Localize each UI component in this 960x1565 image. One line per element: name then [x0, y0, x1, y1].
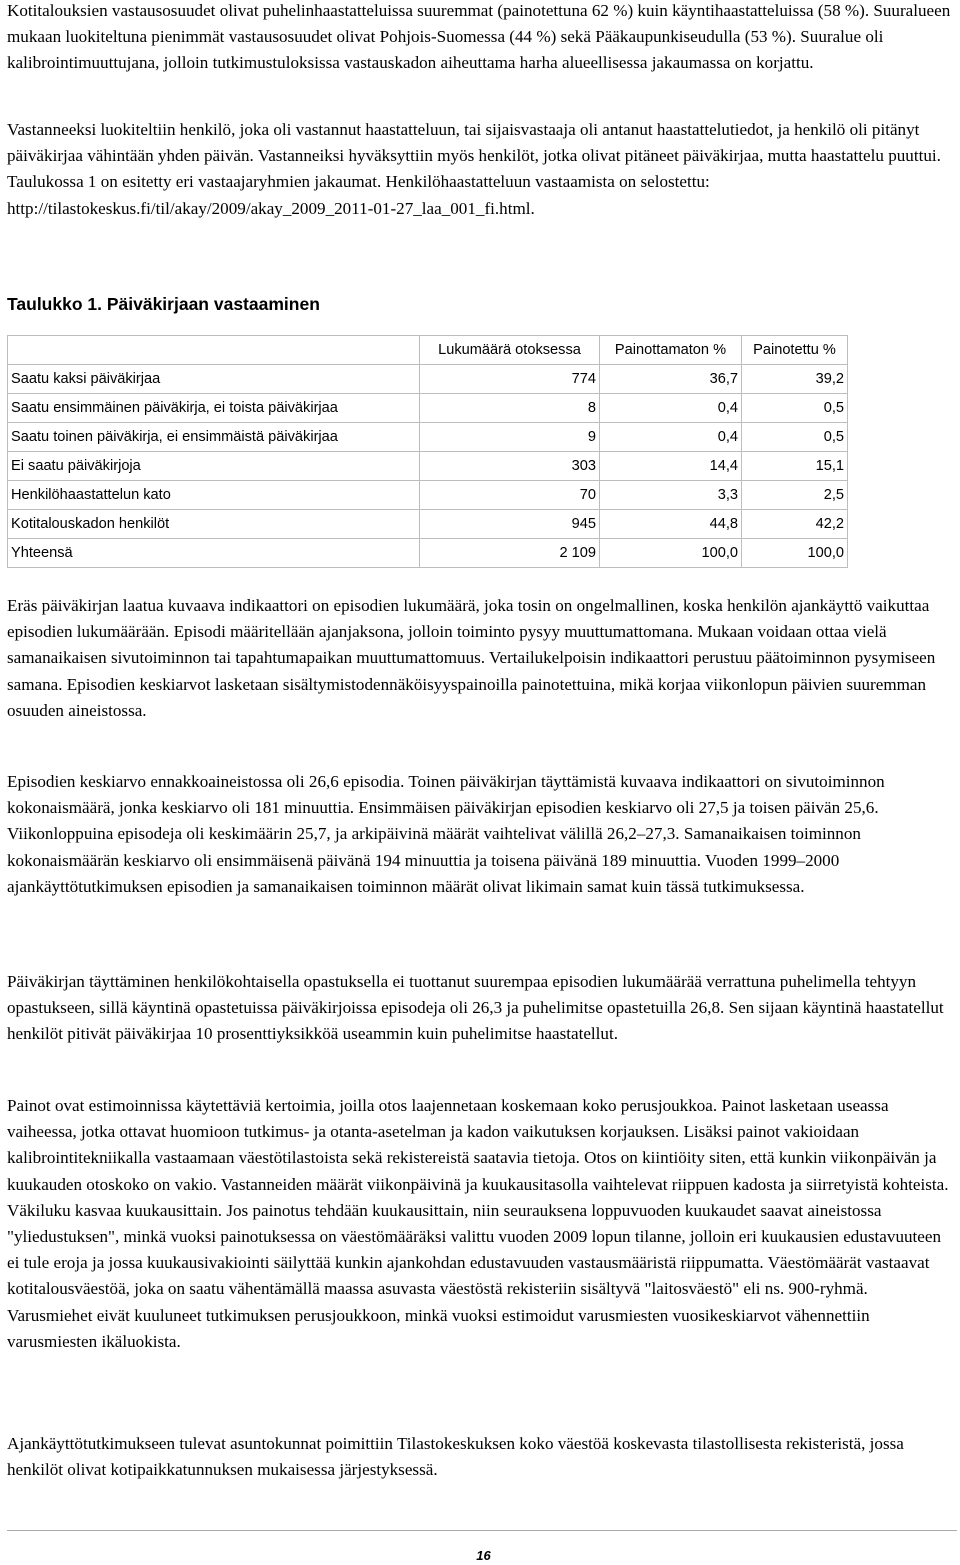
row-label: Kotitalouskadon henkilöt: [8, 510, 420, 539]
cell-unweighted: 14,4: [600, 452, 742, 481]
paragraph-weights: Painot ovat estimoinnissa käytettäviä kertoimia, joilla otos laajennetaan koskemaan koko perusjoukkoa. Painot lasketaan useassa vaiheessa, jotka ottavat huomioon tutkimus- ja otanta-asetelman ja kadon vaikutuksen korjauksen. Lisäksi painot vakioidaan kalibrointitekniikalla vastaamaan väestötilastoista sekä rekistereistä saatavia tietoja. Otos on kiintiöity siten, että kunkin viikonpäivän ja kuukauden otoskoko on vakio. Vastanneiden määrät viikonpäivinä ja kuukausitasolla vaihtelevat riippuen kadosta ja siirretyistä kohteista. Väkiluku kasvaa kuukausittain. Jos painotus tehdään kuukausittain, niin seurauksena loppuvuoden kuukaudet saavat aineistossa "yliedustuksen", minkä vuoksi painotuksessa on väestömääräksi valittu vuoden 2009 lopun tilanne, jolloin eri kuukausien edustavuuteen ei tule eroja ja jossa kuukausivakiointi säilyttää kunkin ajankohdan edustavuuden vastausmääristä riippumatta. Väestömäärät vastaavat kotitalousväestöä, joka on saatu vähentämällä maassa asuvasta väestöstä rekisteriin sisältyvä "laitosväestö" eli ns. 900-ryhmä. Varusmiehet eivät kuuluneet tutkimuksen perusjoukkoon, minkä vuoksi estimoidut varusmiesten vuosikeskiarvot vähennettiin varusmiesten ikäluokista.: [7, 1096, 949, 1351]
row-label: Ei saatu päiväkirjoja: [8, 452, 420, 481]
cell-count: 303: [420, 452, 600, 481]
paragraph-respondent-definition: Vastanneeksi luokiteltiin henkilö, joka oli vastannut haastatteluun, tai sijaisvastaaja oli antanut haastattelutiedot, ja henkilö oli pitänyt päiväkirjaa vähintään yhden päivän. Vastanneiksi hyväksyttiin myös henkilöt, jotka olivat pitäneet päiväkirjaa, mutta haastattelu puuttui. Taulukossa 1 on esitetty eri vastaajaryhmien jakaumat. Henkilöhaastatteluun vastaamista on selostettu: http://tilastokeskus.fi/til/akay/2009/akay_2009_2011-01-27_laa_001_fi.html.: [7, 120, 941, 218]
row-label: Saatu toinen päiväkirja, ei ensimmäistä päiväkirjaa: [8, 423, 420, 452]
header-cell-unweighted: Painottamaton %: [600, 336, 742, 365]
paragraph-households-sampling: Ajankäyttötutkimukseen tulevat asuntokunnat poimittiin Tilastokeskuksen koko väestöä koskevasta tilastollisesta rekisteristä, jossa henkilöt olivat kotipaikkatunnuksen mukaisessa järjestyksessä.: [7, 1434, 904, 1480]
table-row: [8, 481, 848, 510]
table-row: [8, 452, 848, 481]
cell-count: 9: [420, 423, 600, 452]
cell-weighted: 0,5: [742, 394, 848, 423]
table-row-total: [8, 539, 848, 568]
paragraph-response-rates: Kotitalouksien vastausosuudet olivat puhelinhaastatteluissa suuremmat (painotettuna 62 %) kuin käyntihaastatteluissa (58 %). Suuralueen mukaan luokiteltuna pienimmät vastausosuudet olivat Pohjois-Suomessa (44 %) sekä Pääkaupunkiseudulla (53 %). Suuralue oli kalibrointimuuttujana, jolloin tutkimustuloksissa vastauskadon aiheuttama harha alueellisessa jakaumassa on korjattu.: [7, 1, 951, 73]
row-label: Henkilöhaastattelun kato: [8, 481, 420, 510]
cell-weighted: 0,5: [742, 423, 848, 452]
cell-count: 945: [420, 510, 600, 539]
header-cell-weighted: Painotettu %: [742, 336, 848, 365]
cell-weighted: 100,0: [742, 539, 848, 568]
cell-count: 2 109: [420, 539, 600, 568]
paragraph-guidance: Päiväkirjan täyttäminen henkilökohtaisella opastuksella ei tuottanut suurempaa episodien lukumäärää verrattuna puhelimella tehtyyn opastukseen, sillä käyntinä opastetuissa päiväkirjoissa episodeja oli 26,3 ja puhelimitse opastetuilla 26,8. Sen sijaan käyntinä haastatellut henkilöt pitivät päiväkirjaa 10 prosenttiyksikköä useammin kuin puhelimitse haastatellut.: [7, 972, 944, 1044]
cell-unweighted: 0,4: [600, 423, 742, 452]
header-cell-count: Lukumäärä otoksessa: [420, 336, 600, 365]
paragraph-episode-indicator: Eräs päiväkirjan laatua kuvaava indikaattori on episodien lukumäärä, joka tosin on ongelmallinen, koska henkilön ajankäyttö vaikuttaa episodien lukumäärään. Episodi määritellään ajanjaksona, jolloin toiminto pysyy muuttumattomana. Mukaan voidaan ottaa vielä samanaikaisen sivutoiminnon tai tapahtumapaikan muuttumattomuus. Vertailukelpoisin indikaattori perustuu päätoiminnon pysymiseen samana. Episodien keskiarvot lasketaan sisältymistodennäköisyyspainoilla painotettuina, mikä korjaa viikonlopun päivien suuremman osuuden aineistossa.: [7, 596, 936, 720]
footer-divider: [7, 1530, 957, 1531]
cell-unweighted: 36,7: [600, 365, 742, 394]
cell-unweighted: 0,4: [600, 394, 742, 423]
cell-unweighted: 100,0: [600, 539, 742, 568]
table-header-row: [8, 336, 848, 365]
cell-count: 8: [420, 394, 600, 423]
diary-response-table: [7, 335, 848, 568]
cell-count: 774: [420, 365, 600, 394]
cell-weighted: 15,1: [742, 452, 848, 481]
row-label: Saatu ensimmäinen päiväkirja, ei toista päiväkirjaa: [8, 394, 420, 423]
row-label: Saatu kaksi päiväkirjaa: [8, 365, 420, 394]
cell-weighted: 42,2: [742, 510, 848, 539]
table-row: [8, 394, 848, 423]
cell-count: 70: [420, 481, 600, 510]
header-cell-blank: [8, 336, 420, 365]
table-row: [8, 423, 848, 452]
table-row: [8, 365, 848, 394]
row-label: Yhteensä: [8, 539, 420, 568]
paragraph-episode-mean: Episodien keskiarvo ennakkoaineistossa oli 26,6 episodia. Toinen päiväkirjan täyttämistä kuvaava indikaattori on sivutoiminnon kokonaismäärä, jonka keskiarvo oli 181 minuuttia. Ensimmäisen päiväkirjan episodien keskiarvo oli 27,5 ja toisen päivän 25,6. Viikonloppuina episodeja oli keskimäärin 25,7, ja arkipäivinä määrät vaihtelivat välillä 26,2–27,3. Samanaikaisen toiminnon kokonaismäärän keskiarvo oli ensimmäisenä päivänä 194 minuuttia ja toisena päivänä 189 minuuttia. Vuoden 1999–2000 ajankäyttötutkimuksen episodien ja samanaikaisen toiminnon määrät olivat likimain samat kuin tässä tutkimuksessa.: [7, 772, 885, 896]
table-row: [8, 510, 848, 539]
cell-unweighted: 3,3: [600, 481, 742, 510]
cell-weighted: 39,2: [742, 365, 848, 394]
table-title: Taulukko 1. Päiväkirjaan vastaaminen: [7, 294, 320, 314]
page-number: 16: [476, 1548, 491, 1563]
cell-weighted: 2,5: [742, 481, 848, 510]
cell-unweighted: 44,8: [600, 510, 742, 539]
